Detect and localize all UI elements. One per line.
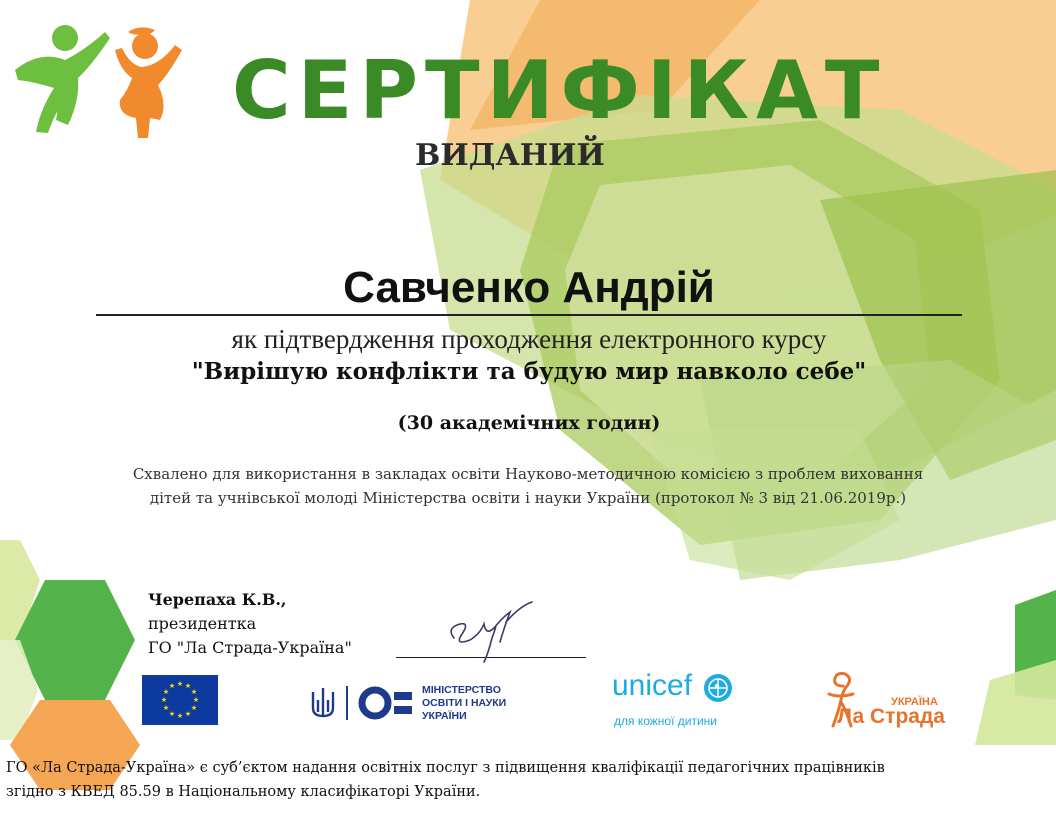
unicef-tagline: для кожної дитини <box>614 714 717 728</box>
footer-text <box>6 756 1052 804</box>
lastrada-name: Ла Страда <box>837 705 945 728</box>
trident-icon <box>310 686 336 720</box>
svg-text:★: ★ <box>184 710 192 718</box>
footer-line-2: згідно з КВЕД 85.59 в Національному класифікаторі України. <box>6 784 481 800</box>
footer-line-1: ГО «Ла Страда-Україна» є суб’єктом надання освітніх послуг з підвищення кваліфікації педагогічних працівників <box>6 760 885 776</box>
svg-text:★: ★ <box>160 696 168 704</box>
course-title: "Вирішую конфлікти та будую мир навколо себе" <box>191 358 867 385</box>
course-hours: (30 академічних годин) <box>397 412 661 434</box>
svg-text:★: ★ <box>162 704 170 712</box>
lastrada-logo <box>825 672 955 732</box>
recipient-name: Савченко Андрій <box>343 263 715 312</box>
svg-text:★: ★ <box>176 712 184 720</box>
eu-flag-icon <box>142 675 218 725</box>
svg-text:★: ★ <box>168 710 176 718</box>
ministry-logo <box>310 682 530 726</box>
unicef-logo <box>612 668 742 732</box>
ministry-line-2: ОСВІТИ І НАУКИ <box>422 697 507 709</box>
confirmation-line: як підтвердження проходження електронного курсу <box>231 324 827 354</box>
handwritten-signature <box>440 598 540 664</box>
signatory-name: Черепаха К.В., <box>148 590 287 609</box>
lastrada-country: УКРАЇНА <box>891 696 938 708</box>
ministry-emblem-icon <box>358 686 414 720</box>
svg-text:★: ★ <box>190 704 198 712</box>
name-underline <box>96 314 962 316</box>
ministry-line-3: УКРАЇНИ <box>422 710 467 722</box>
svg-text:★: ★ <box>192 696 200 704</box>
ministry-line-1: МІНІСТЕРСТВО <box>422 684 501 696</box>
svg-text:★: ★ <box>184 682 192 690</box>
svg-text:★: ★ <box>162 688 170 696</box>
certificate-title: СЕРТИФІКАТ <box>232 44 887 137</box>
approval-line-2: дітей та учнівської молоді Міністерства освіти і науки України (протокол № 3 від 21.06.2019р.) <box>149 489 907 507</box>
unicef-name: unicef <box>612 669 693 702</box>
signatory-organization: ГО "Ла Страда-Україна" <box>148 638 352 657</box>
approval-text <box>20 462 1036 510</box>
issued-label: ВИДАНИЙ <box>415 138 605 173</box>
approval-line-1: Схвалено для використання в закладах освіти Науково-методичною комісією з проблем виховання <box>132 465 924 483</box>
svg-text:★: ★ <box>168 682 176 690</box>
signatory-block <box>148 588 352 660</box>
svg-text:★: ★ <box>176 680 184 688</box>
svg-text:★: ★ <box>190 688 198 696</box>
kids-logo-icon <box>10 20 195 145</box>
unicef-globe-icon <box>702 672 734 704</box>
signatory-position: президентка <box>148 614 257 633</box>
